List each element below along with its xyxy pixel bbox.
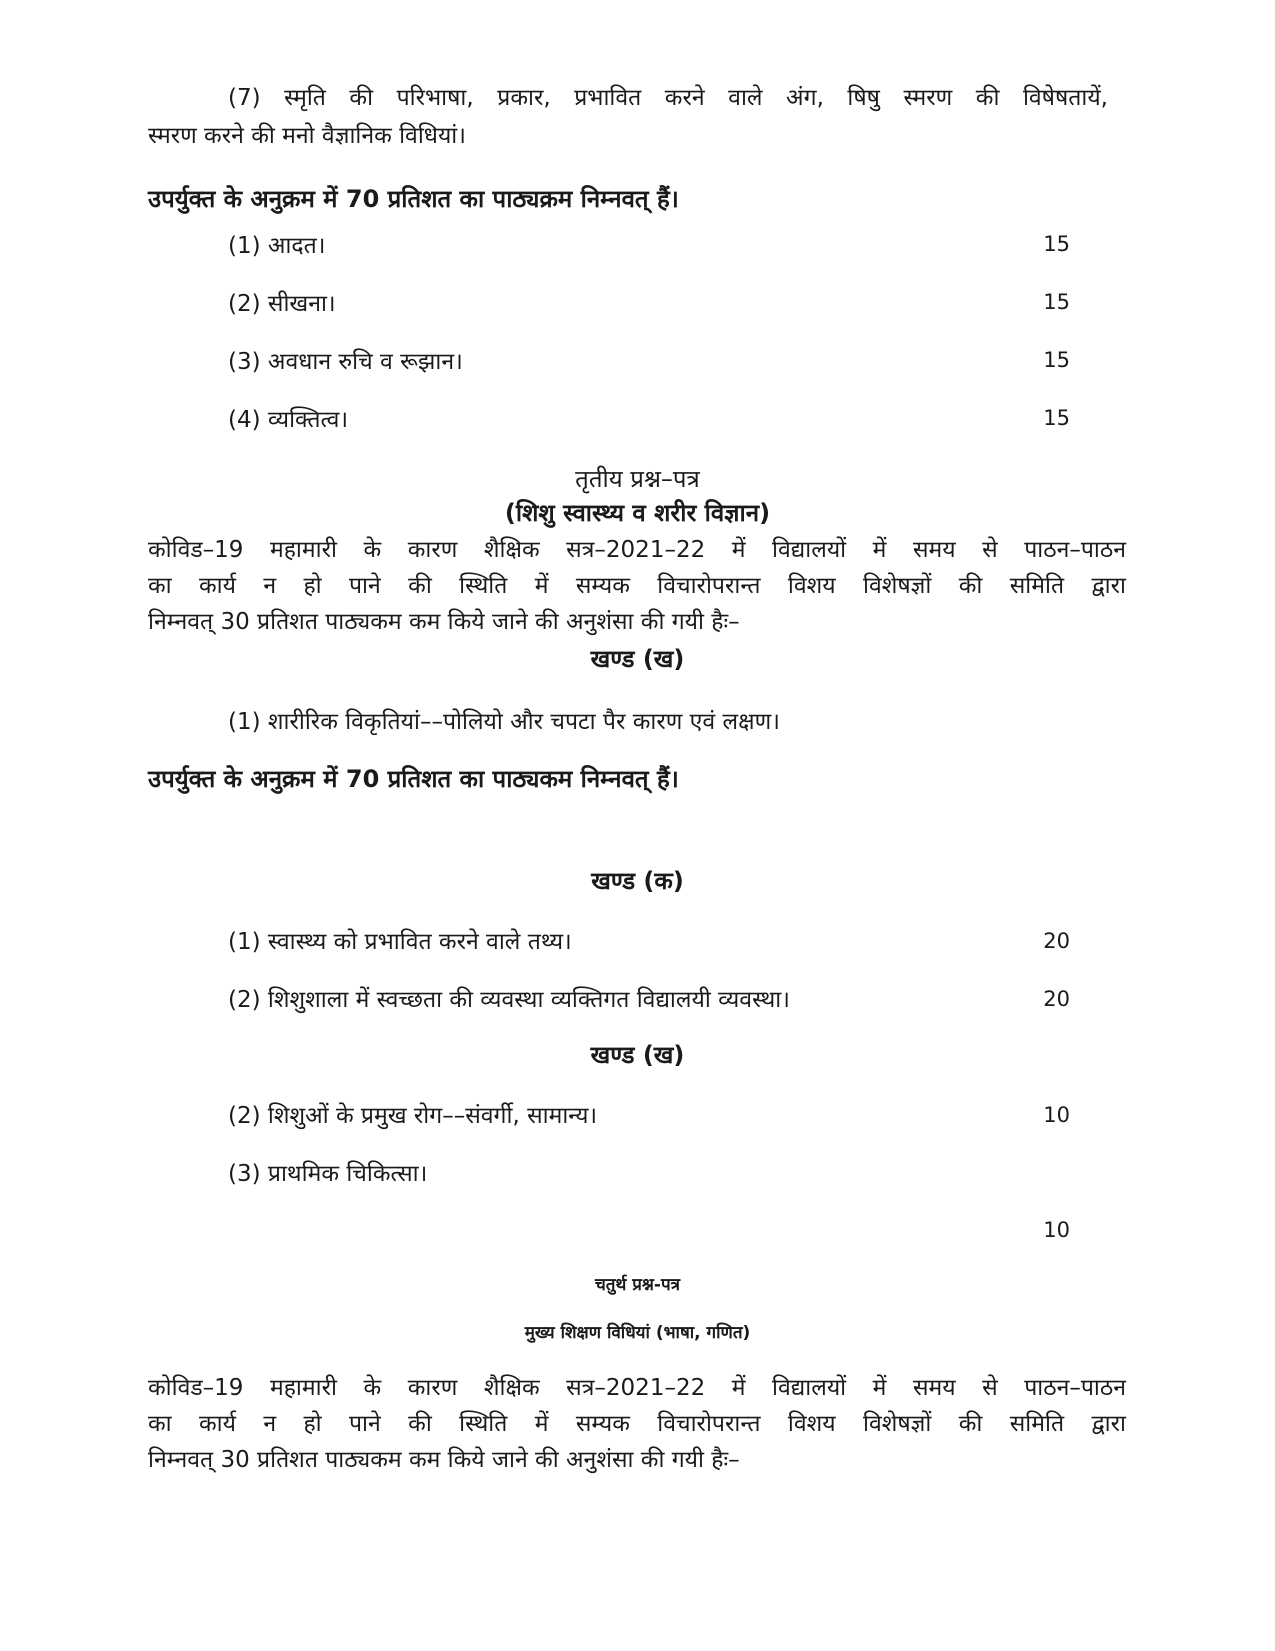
paper3-para-line1: कोविड–19 महामारी के कारण शैक्षिक सत्र–2021–22 में विद्यालयों में समय से पाठन–पाठन (148, 537, 1126, 563)
syllabus-heading-1: उपर्युक्त के अनुक्रम में 70 प्रतिशत का पाठ्यक्रम निम्नवत् हैं। (148, 185, 679, 213)
memory-point-line2: स्मरण करने की मनो वैज्ञानिक विधियां। (148, 123, 466, 149)
paper4-para-line1: कोविड–19 महामारी के कारण शैक्षिक सत्र–2021–22 में विद्यालयों में समय से पाठन–पाठन (148, 1375, 1126, 1401)
list-item-marks: 20 (1043, 987, 1070, 1011)
list-item-marks: 10 (1043, 1103, 1070, 1127)
syllabus-heading-2: उपर्युक्त के अनुक्रम में 70 प्रतिशत का पाठ्यकम निम्नवत् हैं। (148, 765, 679, 793)
reduced-item: (1) शारीरिक विकृतियां––पोलियो और चपटा पैर कारण एवं लक्षण। (228, 709, 780, 735)
list-item-marks: 10 (1043, 1218, 1070, 1242)
list-item: (3) प्राथमिक चिकित्सा। (228, 1161, 428, 1187)
section-kh-heading: खण्ड (ख) (590, 645, 685, 673)
list-item-marks: 15 (1043, 348, 1070, 372)
paper3-subtitle: (शिशु स्वास्थ्य व शरीर विज्ञान) (504, 499, 771, 527)
memory-point-line1: (7) स्मृति की परिभाषा, प्रकार, प्रभावित करने वाले अंग, षिषु स्मरण की विषेषतायें, (228, 85, 1108, 111)
paper3-para-line2: का कार्य न हो पाने की स्थिति में सम्यक विचारोपरान्त विशय विशेषज्ञों की समिति द्वारा (148, 573, 1126, 599)
section-kh-heading-2: खण्ड (ख) (590, 1041, 685, 1069)
paper4-subtitle: मुख्य शिक्षण विधियां (भाषा, गणित) (524, 1323, 751, 1343)
paper3-title: तृतीय प्रश्न–पत्र (575, 465, 700, 493)
list-item-marks: 15 (1043, 232, 1070, 256)
list-item: (4) व्यक्तित्व। (228, 407, 349, 433)
list-item: (2) सीखना। (228, 291, 336, 317)
list-item-marks: 15 (1043, 290, 1070, 314)
paper4-title: चतुर्थ प्रश्न-पत्र (594, 1275, 681, 1295)
section-ka-heading: खण्ड (क) (591, 867, 684, 895)
list-item: (1) आदत। (228, 233, 326, 259)
list-item-marks: 15 (1043, 406, 1070, 430)
list-item: (1) स्वास्थ्य को प्रभावित करने वाले तथ्य। (228, 929, 572, 955)
paper3-para-line3: निम्नवत् 30 प्रतिशत पाठ्यकम कम किये जाने की अनुशंसा की गयी हैः– (148, 609, 740, 635)
list-item-marks: 20 (1043, 929, 1070, 953)
paper4-para-line3: निम्नवत् 30 प्रतिशत पाठ्यकम कम किये जाने की अनुशंसा की गयी हैः– (148, 1447, 740, 1473)
list-item: (3) अवधान रुचि व रूझान। (228, 349, 463, 375)
list-item: (2) शिशुओं के प्रमुख रोग––संवर्गी, सामान्य। (228, 1103, 598, 1129)
paper4-para-line2: का कार्य न हो पाने की स्थिति में सम्यक विचारोपरान्त विशय विशेषज्ञों की समिति द्वारा (148, 1411, 1126, 1437)
list-item: (2) शिशुशाला में स्वच्छता की व्यवस्था व्यक्तिगत विद्यालयी व्यवस्था। (228, 987, 790, 1013)
